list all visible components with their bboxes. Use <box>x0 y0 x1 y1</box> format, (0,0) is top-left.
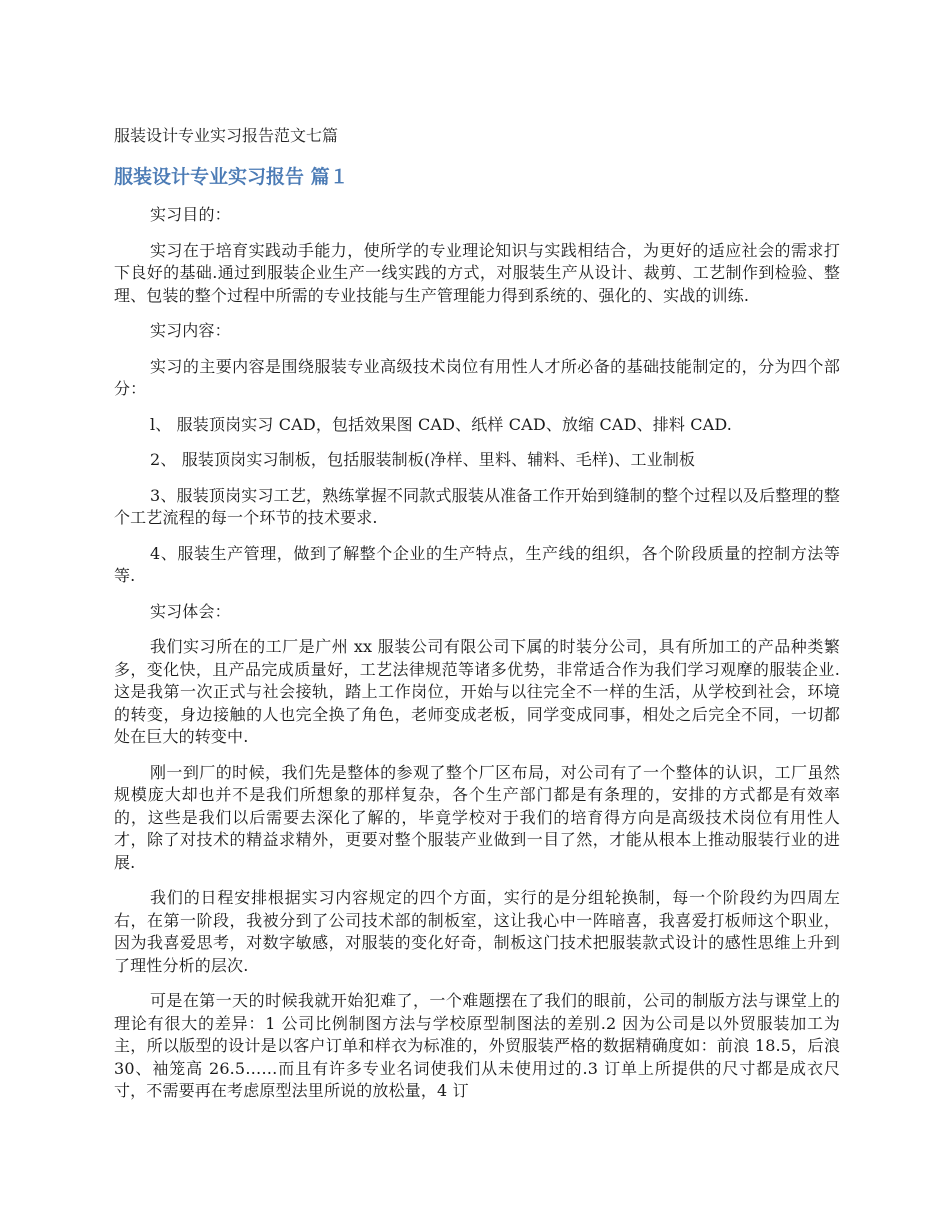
paragraph-purpose-label: 实习目的： <box>150 205 231 224</box>
document-page <box>114 124 840 1116</box>
paragraph-item-2: 2、 服装顶岗实习制板，包括服装制板(净样、里料、辅料、毛样)、工业制板 <box>150 450 696 469</box>
paragraph-item-3: 3、服装顶岗实习工艺，熟练掌握不同款式服装从准备工作开始到缝制的整个过程以及后整理的整个工艺流程的每一个环节的技术要求. <box>114 485 840 527</box>
paragraph-experience-2: 刚一到厂的时候，我们先是整体的参观了整个厂区布局，对公司有了一个整体的认识，工厂虽然规模庞大却也并不是我们所想象的那样复杂，各个生产部门都是有条理的，安排的方式都是有效率的，这些是我们以后需要去深化了解的，毕竟学校对于我们的培育得方向是高级技术岗位有用性人才，除了对技术的精益求精外，更要对整个服装产业做到一目了然，才能从根本上推动服装行业的进展. <box>114 762 840 872</box>
paragraph-content-label: 实习内容： <box>150 321 231 340</box>
paragraph-experience-3: 我们的日程安排根据实习内容规定的四个方面，实行的是分组轮换制，每一个阶段约为四周左右，在第一阶段，我被分到了公司技术部的制板室，这让我心中一阵暗喜，我喜爱打板师这个职业，因为我喜爱思考，对数字敏感，对服装的变化好奇，制板这门技术把服装款式设计的感性思维上升到了理性分析的层次. <box>114 888 840 975</box>
paragraph-item-1: l、 服装顶岗实习 CAD，包括效果图 CAD、纸样 CAD、放缩 CAD、排料 CAD. <box>150 414 733 434</box>
paragraph-purpose: 实习在于培育实践动手能力，使所学的专业理论知识与实践相结合，为更好的适应社会的需求打下良好的基础.通过到服装企业生产一线实践的方式，对服装生产从设计、裁剪、工艺制作到检验、整理、包装的整个过程中所需的专业技能与生产管理能力得到系统的、强化的、实战的训练. <box>114 240 840 305</box>
section-heading: 服装设计专业实习报告 篇１ <box>114 166 349 188</box>
paragraph-experience-1: 我们实习所在的工厂是广州 xx 服装公司有限公司下属的时装分公司，具有所加工的产品种类繁多，变化快，且产品完成质量好，工艺法律规范等诸多优势，非常适合作为我们学习观摩的服装企业.这是我第一次正式与社会接轨，踏上工作岗位，开始与以往完全不一样的生活，从学校到社会，环境的转变，身边接触的人也完全换了角色，老师变成老板，同学变成同事，相处之后完全不同，一切都处在巨大的转变中. <box>114 637 840 746</box>
paragraph-experience-4: 可是在第一天的时候我就开始犯难了，一个难题摆在了我们的眼前，公司的制版方法与课堂上的理论有很大的差异：1 公司比例制图方法与学校原型制图法的差别.2 因为公司是以外贸服装加工为主，所以版型的设计是以客户订单和样衣为标准的，外贸服装严格的数据精确度如：前浪 18.5，后浪 30、袖笼高 26.5……而且有许多专业名词使我们从未使用过的.3 订单上所提供的尺寸都是成衣尺寸，不需要再在考虑原型法里所说的放松量，4 订 <box>114 991 840 1100</box>
paragraph-content-intro: 实习的主要内容是围绕服装专业高级技术岗位有用性人才所必备的基础技能制定的，分为四个部分： <box>114 356 840 398</box>
paragraph-experience-label: 实习体会： <box>150 601 231 621</box>
paragraph-item-4: 4、服装生产管理，做到了解整个企业的生产特点，生产线的组织，各个阶段质量的控制方法等等. <box>114 543 840 585</box>
document-title: 服装设计专业实习报告范文七篇 <box>114 126 339 145</box>
